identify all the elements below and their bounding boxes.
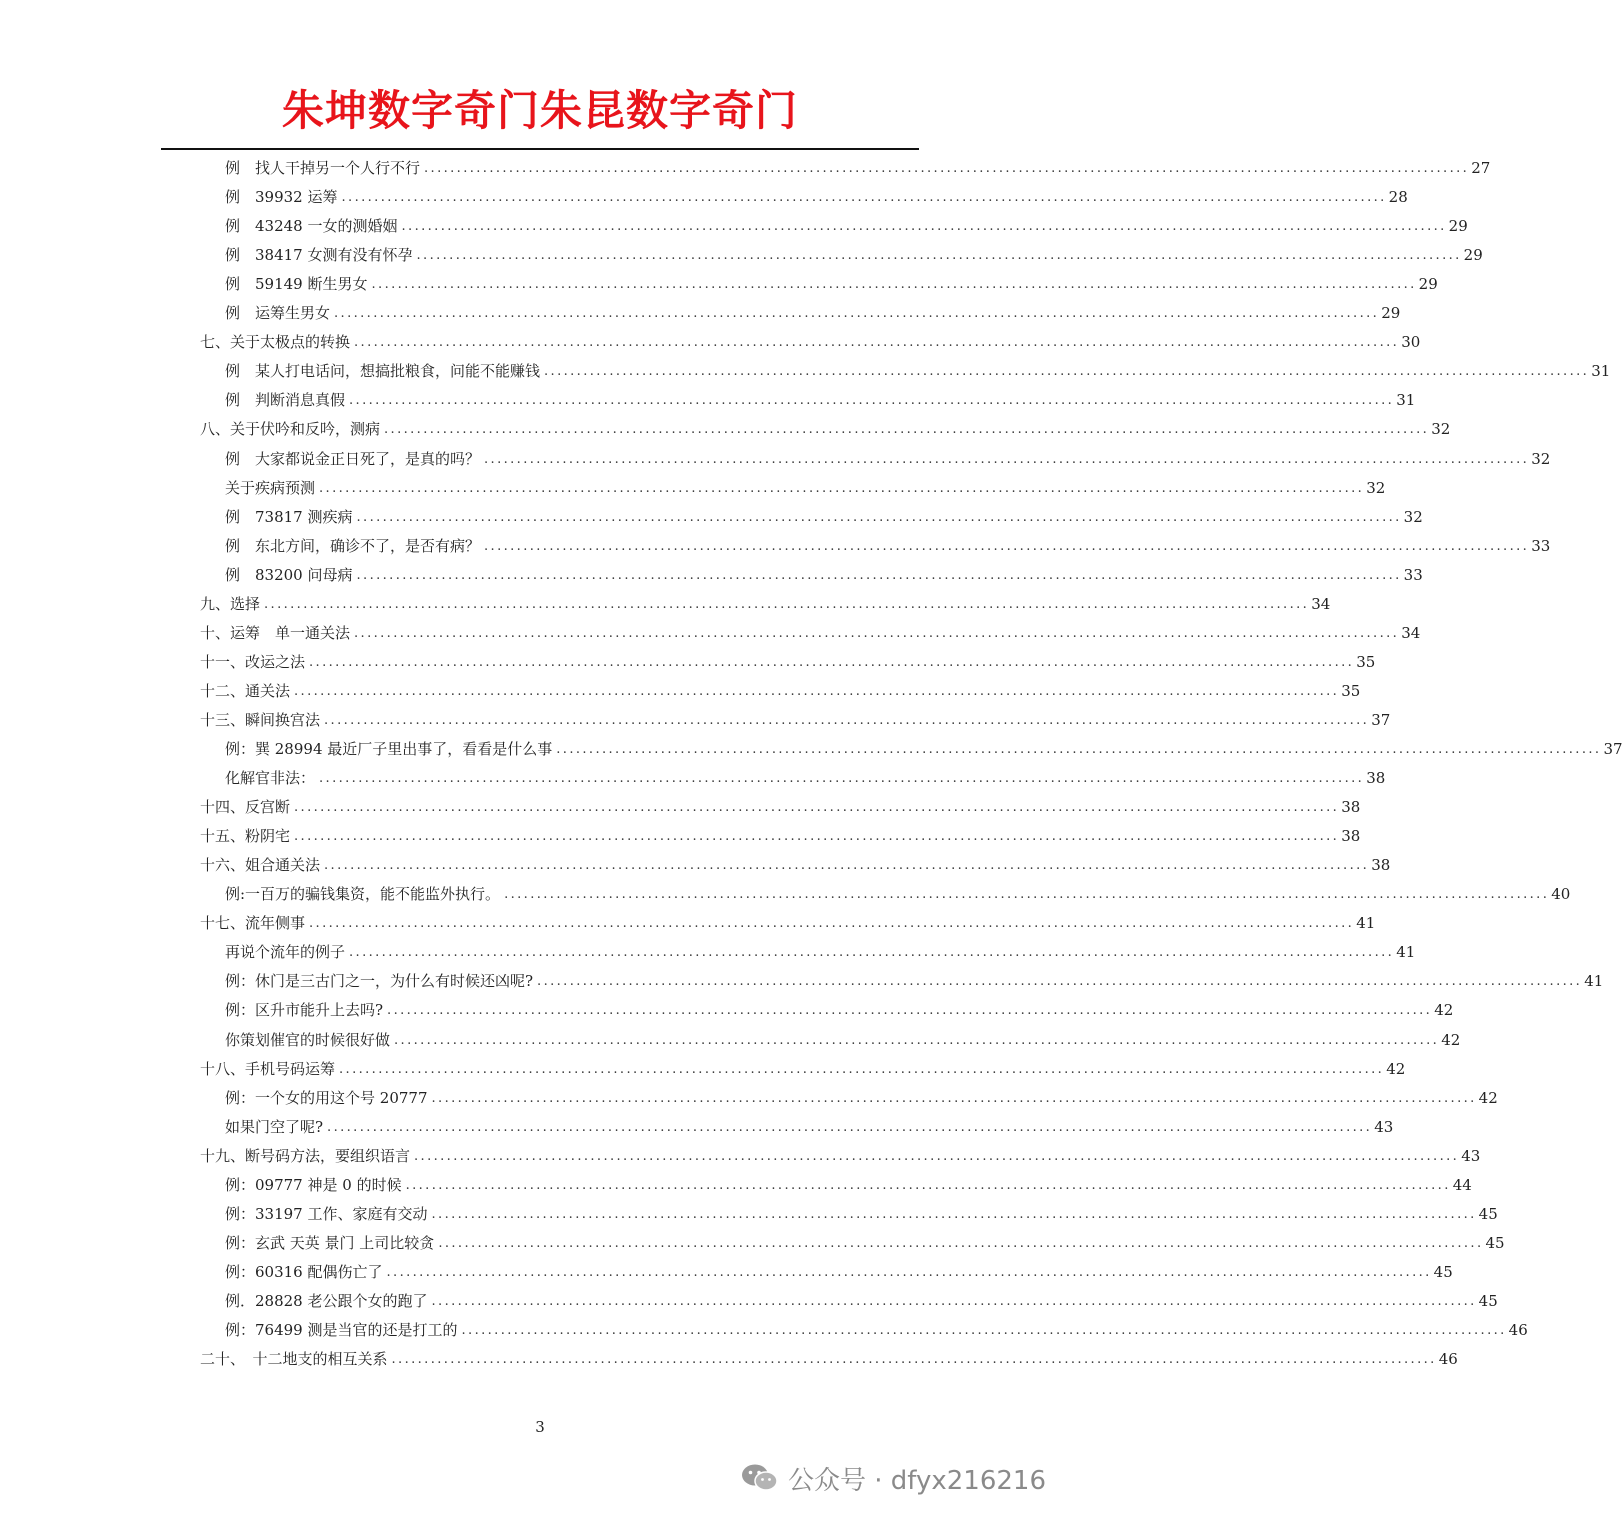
toc-entry-title: 九、选择 [200, 594, 261, 613]
toc-entry [200, 1055, 1406, 1084]
toc-entry-page: 32 [1431, 420, 1451, 439]
toc-entry-page: 42 [1386, 1059, 1406, 1078]
toc-entry [225, 532, 1551, 561]
toc-leader-dots: ................................................................................................................................................................ [414, 1148, 1460, 1164]
toc-entry-page: 38 [1371, 856, 1391, 875]
toc-entry-title: 化解官非法： [225, 769, 316, 788]
toc-entry [225, 1229, 1505, 1258]
wechat-icon [740, 1462, 780, 1494]
toc-entry-page: 38 [1341, 827, 1361, 846]
toc-entry-page: 43 [1461, 1146, 1481, 1165]
toc-leader-dots: ................................................................................................................................................................ [339, 1061, 1385, 1077]
toc-entry-title: 例：巽 28994 最近厂子里出事了，看看是什么事 [225, 740, 553, 758]
toc-entry-page: 38 [1366, 769, 1386, 788]
toc-entry-title: 例 43248 一女的测婚姻 [225, 217, 398, 236]
toc-entry-page: 46 [1438, 1350, 1458, 1369]
toc-leader-dots: ................................................................................................................................................................ [431, 1293, 1477, 1309]
toc-entry-page: 29 [1463, 246, 1483, 265]
toc-entry-page: 35 [1356, 652, 1376, 671]
toc-entry-title: 例 某人打电话问，想搞批粮食，问能不能赚钱 [225, 362, 541, 381]
document-title: 朱坤数字奇门朱昆数字奇门 [281, 86, 798, 135]
toc-entry [225, 386, 1416, 415]
toc-entry [225, 183, 1408, 212]
toc-leader-dots: ................................................................................................................................................................ [356, 509, 1402, 525]
toc-entry-title: 十五、粉阴宅 [200, 827, 291, 846]
toc-entry-title: 八、关于伏吟和反吟，测病 [200, 420, 381, 439]
toc-leader-dots: ................................................................................................................................................................ [556, 742, 1602, 757]
toc-entry-page: 34 [1401, 623, 1421, 642]
toc-entry-page: 33 [1531, 536, 1551, 555]
toc-entry-title: 例：60316 配偶伤亡了 [225, 1262, 383, 1281]
toc-entry-page: 38 [1341, 798, 1361, 817]
toc-entry-page: 41 [1356, 914, 1376, 933]
toc-entry [225, 938, 1416, 967]
toc-entry [200, 1142, 1481, 1171]
toc-entry-page: 41 [1584, 972, 1604, 991]
toc-leader-dots: ................................................................................................................................................................ [401, 219, 1447, 235]
toc-entry-title: 十七、流年侧事 [200, 914, 306, 933]
toc-entry-page: 42 [1434, 1001, 1454, 1020]
toc-entry-page: 32 [1403, 507, 1423, 526]
toc-entry [225, 474, 1386, 503]
toc-entry [225, 880, 1571, 909]
toc-entry [225, 503, 1423, 532]
toc-leader-dots: ................................................................................................................................................................ [391, 1352, 1437, 1368]
toc-leader-dots: ................................................................................................................................................................ [354, 335, 1400, 351]
toc-entry-page: 37 [1603, 740, 1623, 758]
toc-entry-title: 例 73817 测疾病 [225, 507, 353, 526]
toc-entry [225, 764, 1386, 793]
toc-leader-dots: ................................................................................................................................................................ [504, 887, 1550, 903]
toc-entry-page: 31 [1591, 362, 1611, 381]
toc-entry [225, 1113, 1394, 1142]
watermark-text: 公众号 · dfyx216216 [787, 1465, 1046, 1496]
toc-entry [225, 967, 1604, 996]
toc-entry [225, 1200, 1498, 1229]
toc-entry-title: 十四、反宫断 [200, 798, 291, 817]
toc-leader-dots: ................................................................................................................................................................ [349, 393, 1395, 409]
toc-leader-dots: ................................................................................................................................................................ [431, 1090, 1477, 1106]
toc-entry-title: 十六、姐合通关法 [200, 856, 321, 875]
toc-entry-title: 例：区升市能升上去吗? [225, 1001, 384, 1020]
title-divider [161, 148, 919, 150]
toc-leader-dots: ................................................................................................................................................................ [461, 1323, 1507, 1338]
page-number: 3 [535, 1418, 545, 1436]
toc-entry-page: 29 [1381, 304, 1401, 323]
toc-entry-page: 42 [1441, 1030, 1461, 1049]
toc-entry-page: 44 [1452, 1175, 1472, 1194]
toc-leader-dots: ................................................................................................................................................................ [416, 248, 1462, 264]
toc-entry-page: 33 [1403, 565, 1423, 584]
toc-entry-title: 例 39932 运筹 [225, 188, 338, 207]
toc-leader-dots: ................................................................................................................................................................ [327, 1119, 1373, 1135]
toc-entry [200, 1345, 1458, 1374]
toc-entry-title: 例 38417 女测有没有怀孕 [225, 246, 413, 265]
wechat-watermark [740, 1458, 1046, 1498]
toc-entry-title: 例 东北方间，确诊不了，是否有病？ [225, 536, 481, 555]
toc-leader-dots: ................................................................................................................................................................ [405, 1177, 1451, 1193]
toc-leader-dots: ................................................................................................................................................................ [484, 538, 1530, 554]
toc-leader-dots: ................................................................................................................................................................ [324, 858, 1370, 874]
toc-entry-title: 十二、通关法 [200, 681, 291, 700]
toc-entry-title: 十九、断号码方法，要组织语言 [200, 1146, 411, 1165]
toc-entry-title: 十一、改运之法 [200, 652, 306, 671]
toc-entry [200, 706, 1391, 735]
toc-entry-page: 40 [1551, 885, 1571, 904]
toc-entry-title: 你策划催官的时候很好做 [225, 1030, 391, 1049]
toc-entry-page: 42 [1478, 1088, 1498, 1107]
toc-leader-dots: ................................................................................................................................................................ [438, 1235, 1484, 1251]
toc-entry-page: 45 [1478, 1204, 1498, 1223]
toc-entry [200, 909, 1376, 938]
toc-entry [225, 241, 1483, 270]
toc-entry-page: 37 [1371, 710, 1391, 729]
toc-leader-dots: ................................................................................................................................................................ [537, 974, 1583, 990]
toc-entry-title: 例 83200 问母病 [225, 565, 353, 584]
toc-entry-title: 例：休门是三古门之一，为什么有时候还凶呢? [225, 972, 534, 991]
toc-entry-title: 例 大家都说金正日死了，是真的吗？ [225, 449, 481, 468]
toc-leader-dots: ................................................................................................................................................................ [371, 277, 1417, 293]
toc-entry-title: 七、关于太极点的转换 [200, 333, 351, 352]
toc-leader-dots: ................................................................................................................................................................ [294, 800, 1340, 816]
toc-entry-title: 例：33197 工作、家庭有交动 [225, 1204, 428, 1223]
toc-entry [200, 328, 1421, 357]
toc-entry-page: 43 [1374, 1117, 1394, 1136]
toc-entry-page: 27 [1471, 159, 1491, 177]
toc-leader-dots: ................................................................................................................................................................ [349, 945, 1395, 961]
toc-leader-dots: ................................................................................................................................................................ [324, 712, 1370, 728]
toc-entry-page: 46 [1508, 1321, 1528, 1339]
toc-entry [225, 561, 1423, 590]
toc-entry [225, 1258, 1453, 1287]
toc-entry-page: 30 [1401, 333, 1421, 352]
toc-leader-dots: ................................................................................................................................................................ [341, 190, 1387, 206]
toc-entry [225, 996, 1454, 1025]
toc-entry [225, 1287, 1498, 1316]
toc-leader-dots: ................................................................................................................................................................ [319, 771, 1365, 787]
toc-entry [200, 590, 1331, 619]
toc-entry [200, 822, 1361, 851]
toc-entry [225, 445, 1551, 474]
toc-entry-page: 32 [1531, 449, 1551, 468]
toc-entry-page: 45 [1485, 1233, 1505, 1252]
toc-entry-title: 例：一个女的用这个号 20777 [225, 1088, 428, 1107]
toc-leader-dots: ................................................................................................................................................................ [354, 625, 1400, 641]
toc-entry-page: 35 [1341, 681, 1361, 700]
toc-leader-dots: ................................................................................................................................................................ [387, 1003, 1433, 1019]
toc-entry [225, 357, 1611, 386]
toc-entry [225, 270, 1438, 299]
toc-leader-dots: ................................................................................................................................................................ [264, 596, 1310, 612]
toc-entry-title: 如果门空了呢? [225, 1117, 324, 1136]
toc-entry-title: 例：玄武 天英 景门 上司比较贪 [225, 1233, 435, 1252]
toc-entry [225, 735, 1623, 764]
toc-entry-page: 28 [1388, 188, 1408, 207]
toc-entry [200, 415, 1451, 444]
toc-entry-title: 十、运筹 单一通关法 [200, 623, 351, 642]
toc-entry-title: 例 找人干掉另一个人行不行 [225, 159, 421, 177]
toc-entry-page: 45 [1478, 1291, 1498, 1310]
toc-entry-page: 45 [1433, 1262, 1453, 1281]
toc-entry-title: 再说个流年的例子 [225, 943, 346, 962]
toc-leader-dots: ................................................................................................................................................................ [484, 451, 1530, 467]
toc-leader-dots: ................................................................................................................................................................ [384, 422, 1430, 438]
toc-leader-dots: ................................................................................................................................................................ [294, 683, 1340, 699]
toc-leader-dots: ................................................................................................................................................................ [309, 916, 1355, 932]
toc-leader-dots: ................................................................................................................................................................ [431, 1206, 1477, 1222]
toc-entry [225, 154, 1491, 183]
toc-leader-dots: ................................................................................................................................................................ [356, 567, 1402, 583]
toc-entry-title: 二十、 十二地支的相互关系 [200, 1350, 388, 1369]
toc-leader-dots: ................................................................................................................................................................ [309, 654, 1355, 670]
toc-entry-title: 例：76499 测是当官的还是打工的 [225, 1321, 458, 1339]
toc-entry-page: 29 [1418, 275, 1438, 294]
toc-leader-dots: ................................................................................................................................................................ [319, 480, 1365, 496]
toc-entry [225, 1316, 1528, 1345]
toc-entry [200, 677, 1361, 706]
toc-entry [225, 1084, 1498, 1113]
toc-entry-title: 例 59149 断生男女 [225, 275, 368, 294]
toc-entry [200, 619, 1421, 648]
toc-leader-dots: ................................................................................................................................................................ [424, 161, 1470, 176]
toc-leader-dots: ................................................................................................................................................................ [294, 829, 1340, 845]
toc-leader-dots: ................................................................................................................................................................ [386, 1264, 1432, 1280]
toc-entry [225, 212, 1468, 241]
toc-entry-page: 41 [1396, 943, 1416, 962]
toc-entry [225, 299, 1401, 328]
toc-entry [200, 648, 1376, 677]
toc-entry-title: 例 运筹生男女 [225, 304, 331, 323]
toc-entry-title: 例．28828 老公跟个女的跑了 [225, 1291, 428, 1310]
toc-entry-page: 31 [1396, 391, 1416, 410]
toc-entry-title: 例:一百万的骗钱集资，能不能监外执行。 [225, 885, 501, 904]
toc-entry [225, 1026, 1461, 1055]
toc-entry-title: 关于疾病预测 [225, 478, 316, 497]
toc-entry-title: 十三、瞬间换宫法 [200, 710, 321, 729]
toc-entry-title: 例：09777 神是 0 的时候 [225, 1175, 402, 1194]
toc-entry-page: 29 [1448, 217, 1468, 236]
toc-entry [225, 1171, 1472, 1200]
toc-entry-page: 34 [1311, 594, 1331, 613]
toc-entry [200, 851, 1391, 880]
toc-entry [200, 793, 1361, 822]
toc-entry-title: 例 判断消息真假 [225, 391, 346, 410]
toc-leader-dots: ................................................................................................................................................................ [334, 306, 1380, 322]
toc-leader-dots: ................................................................................................................................................................ [394, 1032, 1440, 1048]
toc-entry-title: 十八、手机号码运筹 [200, 1059, 336, 1078]
toc-leader-dots: ................................................................................................................................................................ [544, 364, 1590, 380]
toc-entry-page: 32 [1366, 478, 1386, 497]
